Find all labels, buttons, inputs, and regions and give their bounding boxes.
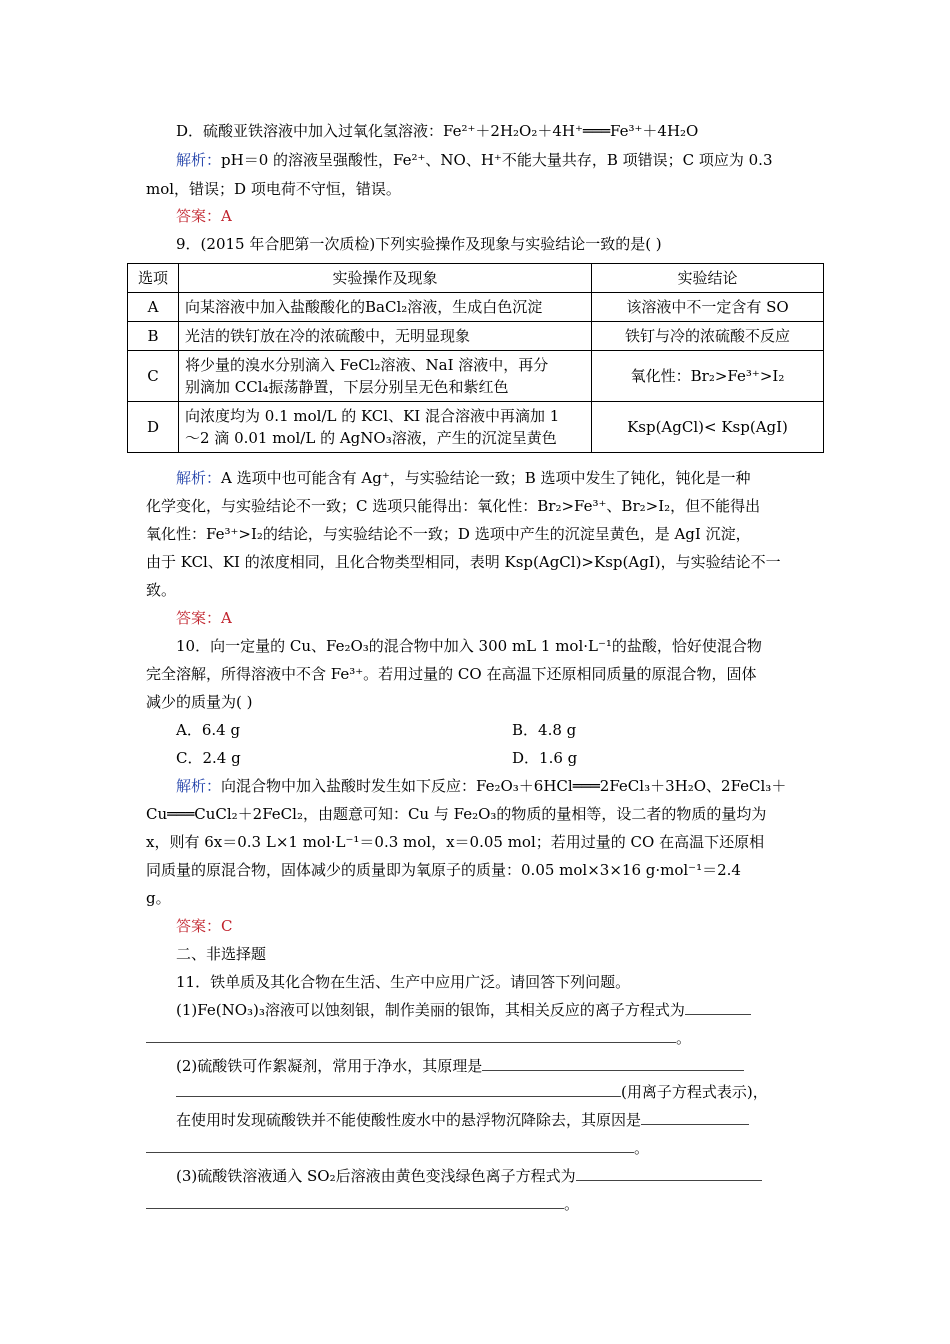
table-cell-option: C [128, 351, 179, 402]
q10-option-c: C．2.4 g [176, 749, 241, 767]
table-header-cell: 实验结论 [592, 264, 824, 293]
q10-analysis-line-4: 同质量的原混合物，固体减少的质量即为氧原子的质量：0.05 mol×3×16 g·mol⁻¹＝2.4 [146, 861, 741, 879]
analysis-text: A 选项中也可能含有 Ag⁺，与实验结论一致；B 选项中发生了钝化，钝化是一种 [221, 469, 751, 487]
q9-analysis-line-5: 致。 [146, 581, 177, 599]
table-cell-conclusion: 铁钉与冷的浓硫酸不反应 [592, 322, 824, 351]
q9-answer: 答案：A [176, 609, 232, 627]
q11-part-2-line-3 [176, 1110, 749, 1130]
q11-part-3 [176, 1166, 762, 1186]
table-cell-operation [179, 402, 592, 453]
q10-option-a: A．6.4 g [176, 721, 241, 739]
table-header-cell: 选项 [128, 264, 179, 293]
table-cell-operation: 向某溶液中加入盐酸酸化的BaCl₂溶液，生成白色沉淀 [179, 293, 592, 322]
q11-part-3-cont [146, 1194, 579, 1214]
operation-line: ～2 滴 0.01 mol/L 的 AgNO₃溶液，产生的沉淀呈黄色 [185, 429, 557, 447]
table-cell-conclusion: Ksp(AgCl)< Ksp(AgI) [592, 402, 824, 453]
answer-blank[interactable] [576, 1166, 762, 1181]
q8-analysis-line-2: mol，错误；D 项电荷不守恒，错误。 [146, 180, 401, 198]
answer-blank[interactable] [685, 1000, 751, 1015]
q11-part-1-cont [146, 1028, 691, 1048]
q9-analysis-line-1 [176, 468, 751, 488]
operation-line: 将少量的溴水分别滴入 FeCl₂溶液、NaI 溶液中，再分 [185, 356, 549, 374]
answer-blank[interactable] [146, 1194, 564, 1209]
table-header-row [128, 264, 824, 293]
q9-analysis-line-2: 化学变化，与实验结论不一致；C 选项只能得出：氧化性：Br₂>Fe³⁺、Br₂>I₂，但不能得出 [146, 497, 761, 515]
analysis-label: 解析： [176, 151, 222, 169]
table-cell-conclusion: 该溶液中不一定含有 SO [592, 293, 824, 322]
analysis-text: pH＝0 的溶液呈强酸性，Fe²⁺、NO、H⁺不能大量共存，B 项错误；C 项应为 0.3 [221, 151, 773, 169]
q10-analysis-line-2: Cu═══CuCl₂＋2FeCl₂，由题意可知：Cu 与 Fe₂O₃的物质的量相等，设二者的物质的量均为 [146, 805, 767, 823]
table-cell-operation: 光洁的铁钉放在冷的浓硫酸中，无明显现象 [179, 322, 592, 351]
question-text: (2)硫酸铁可作絮凝剂，常用于净水，其原理是 [176, 1057, 483, 1075]
table-row [128, 402, 824, 453]
q10-analysis-line-3: x，则有 6x＝0.3 L×1 mol·L⁻¹＝0.3 mol，x＝0.05 mol；若用过量的 CO 在高温下还原相 [146, 833, 765, 851]
analysis-text: 向混合物中加入盐酸时发生如下反应：Fe₂O₃＋6HCl═══2FeCl₃＋3H₂O、2FeCl₃＋ [221, 777, 787, 795]
question-text: (1)Fe(NO₃)₃溶液可以蚀刻银，制作美丽的银饰，其相关反应的离子方程式为 [176, 1001, 685, 1019]
table-cell-option: A [128, 293, 179, 322]
q10-analysis-line-1 [176, 776, 786, 796]
q9-analysis-line-3: 氧化性：Fe³⁺>I₂的结论，与实验结论不一致；D 选项中产生的沉淀呈黄色，是 AgI 沉淀， [146, 525, 751, 543]
experiment-table [127, 263, 824, 453]
q10-option-b: B．4.8 g [512, 721, 577, 739]
table-row [128, 322, 824, 351]
q8-answer: 答案：A [176, 207, 232, 225]
punctuation: 。 [676, 1029, 692, 1047]
table-cell-option: D [128, 402, 179, 453]
question-text: (用离子方程式表示)， [621, 1083, 768, 1101]
answer-blank[interactable] [176, 1082, 621, 1097]
analysis-label: 解析： [176, 777, 222, 795]
answer-blank[interactable] [146, 1028, 676, 1043]
table-cell-option: B [128, 322, 179, 351]
table-row [128, 293, 824, 322]
q8-option-d: D．硫酸亚铁溶液中加入过氧化氢溶液：Fe²⁺＋2H₂O₂＋4H⁺═══Fe³⁺＋4H₂O [176, 122, 699, 140]
q9-stem: 9．(2015 年合肥第一次质检)下列实验操作及现象与实验结论一致的是( ) [176, 235, 662, 253]
table-row [128, 351, 824, 402]
operation-line: 别滴加 CCl₄振荡静置，下层分别呈无色和紫红色 [185, 378, 509, 396]
table-header-cell: 实验操作及现象 [179, 264, 592, 293]
q11-part-1 [176, 1000, 751, 1020]
table-cell-conclusion: 氧化性：Br₂>Fe³⁺>I₂ [592, 351, 824, 402]
q11-stem: 11．铁单质及其化合物在生活、生产中应用广泛。请回答下列问题。 [176, 973, 631, 991]
q10-stem-line-2: 完全溶解，所得溶液中不含 Fe³⁺。若用过量的 CO 在高温下还原相同质量的原混合物，固体 [146, 665, 757, 683]
q11-part-2 [176, 1056, 744, 1076]
punctuation: 。 [564, 1195, 580, 1213]
table-cell-operation [179, 351, 592, 402]
q10-stem-line-3: 减少的质量为( ) [146, 693, 253, 711]
q11-part-2-cont [176, 1082, 768, 1102]
section-heading: 二、非选择题 [176, 945, 267, 963]
punctuation: 。 [634, 1139, 650, 1157]
answer-blank[interactable] [641, 1110, 749, 1125]
answer-blank[interactable] [482, 1056, 744, 1071]
operation-line: 向浓度均为 0.1 mol/L 的 KCl、KI 混合溶液中再滴加 1 [185, 407, 560, 425]
question-text: (3)硫酸铁溶液通入 SO₂后溶液由黄色变浅绿色离子方程式为 [176, 1167, 576, 1185]
answer-blank[interactable] [146, 1138, 634, 1153]
q10-option-d: D．1.6 g [512, 749, 578, 767]
q10-stem-line-1: 10．向一定量的 Cu、Fe₂O₃的混合物中加入 300 mL 1 mol·L⁻¹的盐酸，恰好使混合物 [176, 637, 762, 655]
q11-part-2-line-4 [146, 1138, 649, 1158]
q8-analysis-line-1 [176, 150, 773, 170]
q9-analysis-line-4: 由于 KCl、KI 的浓度相同，且化合物类型相同，表明 Ksp(AgCl)>Ksp(AgI)，与实验结论不一 [146, 553, 781, 571]
q10-answer: 答案：C [176, 917, 233, 935]
question-text: 在使用时发现硫酸铁并不能使酸性废水中的悬浮物沉降除去，其原因是 [176, 1111, 642, 1129]
analysis-label: 解析： [176, 469, 222, 487]
q10-analysis-line-5: g。 [146, 889, 171, 907]
